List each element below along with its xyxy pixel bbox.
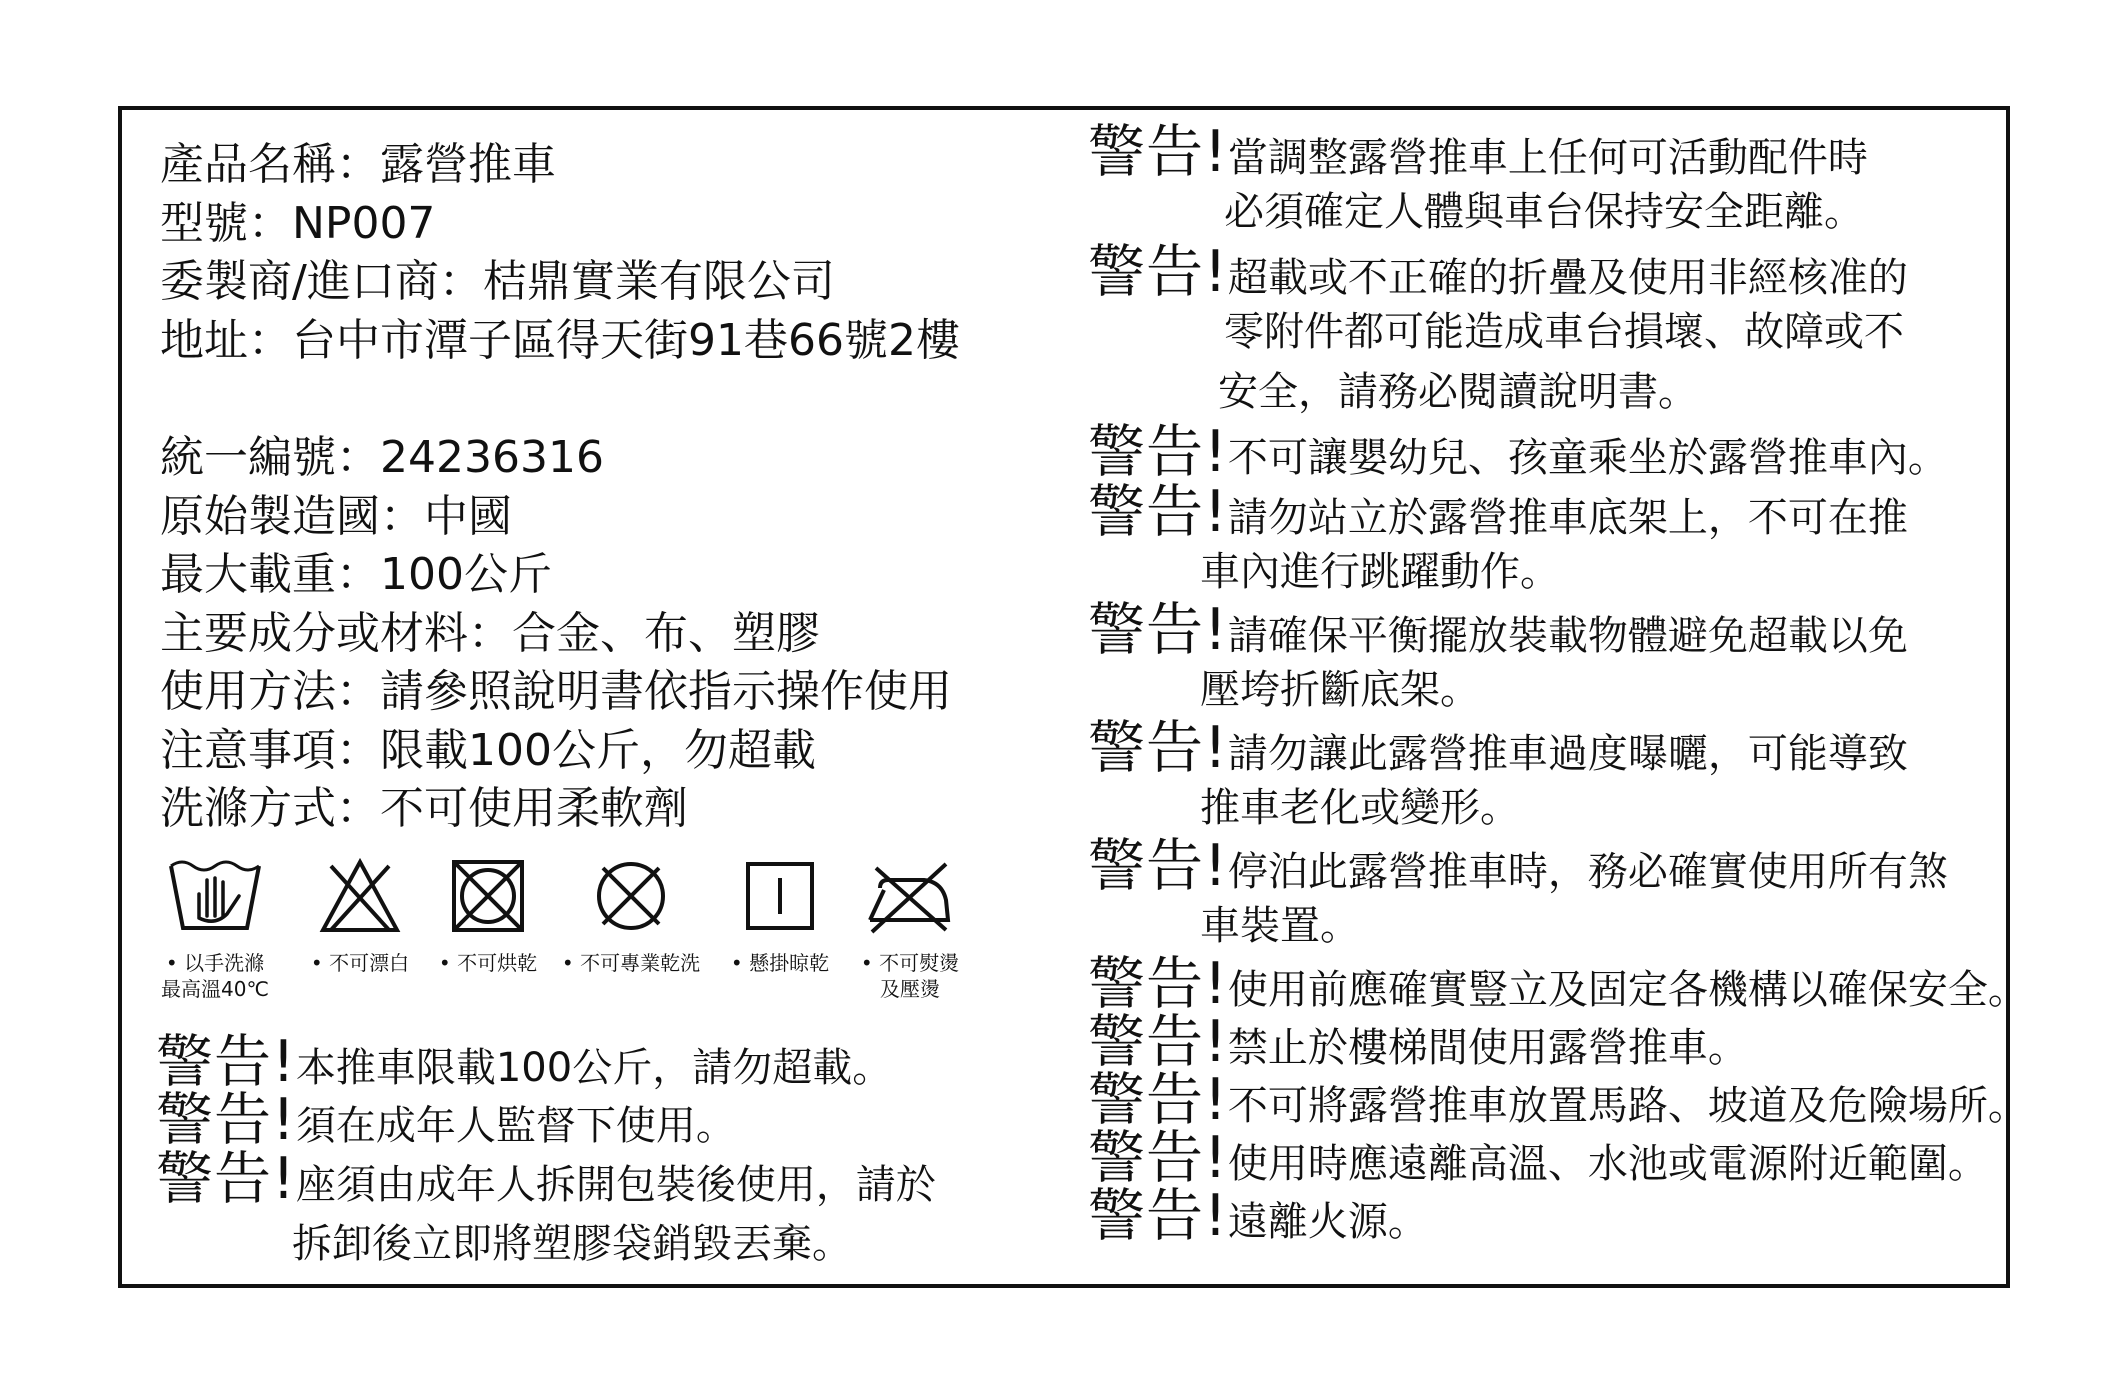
warning-continuation xyxy=(1200,778,1520,838)
warning-continuation xyxy=(1224,302,1904,362)
warning-item xyxy=(1088,597,1908,666)
care-label-line: 及壓燙 xyxy=(880,977,940,1001)
warning-head: 警告! xyxy=(1088,597,1228,663)
warning-head: 警告! xyxy=(1088,419,1228,485)
warning-text: 零附件都可能造成車台損壞、故障或不 xyxy=(1224,309,1904,355)
warning-head: 警告! xyxy=(156,1029,296,1095)
care-no-tumble-dry xyxy=(428,856,548,976)
warning-text: 須在成年人監督下使用。 xyxy=(295,1103,736,1149)
materials: 主要成分或材料：合金、布、塑膠 xyxy=(160,607,820,659)
warning-continuation xyxy=(1200,896,1360,956)
care-label-line: • 懸掛晾乾 xyxy=(730,951,830,975)
warning-text: 禁止於樓梯間使用露營推車。 xyxy=(1227,1025,1748,1071)
warning-text: 本推車限載100公斤，請勿超載。 xyxy=(295,1045,893,1091)
hand-wash-40-icon xyxy=(165,856,265,936)
country-of-origin: 原始製造國：中國 xyxy=(160,490,512,542)
warning-continuation xyxy=(1200,660,1480,720)
warning-text: 超載或不正確的折疊及使用非經核准的 xyxy=(1227,255,1908,301)
warning-continuation xyxy=(292,1214,852,1274)
care-no-bleach xyxy=(300,856,420,976)
spacer xyxy=(160,370,1060,429)
warning-item xyxy=(156,1146,936,1215)
warning-head: 警告! xyxy=(156,1087,296,1153)
line-dry-icon xyxy=(740,856,820,936)
care-label-line: 最高溫40℃ xyxy=(161,977,269,1001)
warning-head: 警告! xyxy=(1088,833,1228,899)
warning-head: 警告! xyxy=(1088,239,1228,305)
warning-item xyxy=(1088,119,1868,188)
warning-head: 警告! xyxy=(1088,715,1228,781)
care-no-dry-clean xyxy=(556,856,706,976)
warning-head: 警告! xyxy=(156,1146,296,1212)
no-iron-icon xyxy=(862,856,958,936)
warning-head: 警告! xyxy=(1088,1125,1228,1191)
warning-text: 不可將露營推車放置馬路、坡道及危險場所。 xyxy=(1227,1083,2028,1129)
no-bleach-icon xyxy=(317,856,403,936)
warning-item xyxy=(1088,833,1948,902)
washing-method: 洗滌方式：不可使用柔軟劑 xyxy=(160,783,688,834)
warning-item xyxy=(1088,715,1908,784)
warning-item xyxy=(1088,1183,1428,1252)
care-no-iron xyxy=(850,856,970,1002)
warning-continuation xyxy=(1224,182,1864,242)
no-tumble-dry-icon xyxy=(448,856,528,936)
warning-text: 拆卸後立即將塑膠袋銷毀丟棄。 xyxy=(292,1221,852,1267)
warning-text: 必須確定人體與車台保持安全距離。 xyxy=(1224,189,1864,235)
warning-head: 警告! xyxy=(1088,951,1228,1017)
warning-text: 遠離火源。 xyxy=(1227,1199,1428,1245)
warning-head: 警告! xyxy=(1088,1067,1228,1133)
care-label-line: • 不可熨燙 xyxy=(860,951,960,975)
warning-text: 推車老化或變形。 xyxy=(1200,785,1520,831)
warning-text: 請勿站立於露營推車底架上，不可在推 xyxy=(1227,495,1908,541)
warning-head: 警告! xyxy=(1088,1009,1228,1075)
product-name: 產品名稱：露營推車 xyxy=(160,139,556,190)
address: 地址：台中市潭子區得天街91巷66號2樓 xyxy=(160,314,960,366)
model-number: 型號：NP007 xyxy=(160,197,436,249)
product-info xyxy=(160,136,1060,839)
warning-text: 車內進行跳躍動作。 xyxy=(1200,549,1560,595)
warning-head: 警告! xyxy=(1088,119,1228,185)
tax-id: 統一編號：24236316 xyxy=(160,432,604,483)
warning-text: 不可讓嬰幼兒、孩童乘坐於露營推車內。 xyxy=(1227,435,1948,481)
care-label-line: • 不可烘乾 xyxy=(438,951,538,975)
warning-text: 使用時應遠離高溫、水池或電源附近範圍。 xyxy=(1227,1141,1988,1187)
warning-continuation xyxy=(1218,362,1698,422)
warning-text: 車裝置。 xyxy=(1200,903,1360,949)
care-hand-wash xyxy=(160,856,270,1002)
importer: 委製商/進口商：桔鼎實業有限公司 xyxy=(160,256,835,307)
warning-item xyxy=(1088,479,1908,548)
warning-item xyxy=(1088,1067,2028,1136)
warning-head: 警告! xyxy=(1088,1183,1228,1249)
care-label-line: • 不可專業乾洗 xyxy=(561,951,701,975)
care-symbols xyxy=(160,856,1000,1016)
warning-item xyxy=(1088,951,2028,1020)
max-load: 最大載重：100公斤 xyxy=(160,549,552,600)
warning-continuation xyxy=(1200,542,1560,602)
warning-head: 警告! xyxy=(1088,479,1228,545)
precautions: 注意事項：限載100公斤，勿超載 xyxy=(160,724,816,776)
care-line-dry xyxy=(720,856,840,976)
no-dry-clean-icon xyxy=(591,856,671,936)
warning-text: 請勿讓此露營推車過度曝曬，可能導致 xyxy=(1227,731,1908,777)
warning-text: 壓垮折斷底架。 xyxy=(1200,667,1480,713)
warning-text: 停泊此露營推車時，務必確實使用所有煞 xyxy=(1227,849,1948,895)
care-label-line: • 以手洗滌 xyxy=(165,951,265,975)
warning-text: 請確保平衡擺放裝載物體避免超載以免 xyxy=(1227,613,1908,659)
warning-text: 使用前應確實豎立及固定各機構以確保安全。 xyxy=(1227,967,2028,1013)
warning-text: 當調整露營推車上任何可活動配件時 xyxy=(1227,135,1868,181)
warning-text: 座須由成年人拆開包裝後使用，請於 xyxy=(295,1162,936,1208)
usage-method: 使用方法：請參照說明書依指示操作使用 xyxy=(160,666,952,717)
warning-item xyxy=(1088,239,1908,308)
warning-text: 安全，請務必閱讀說明書。 xyxy=(1218,369,1698,415)
care-label-line: • 不可漂白 xyxy=(310,951,410,975)
